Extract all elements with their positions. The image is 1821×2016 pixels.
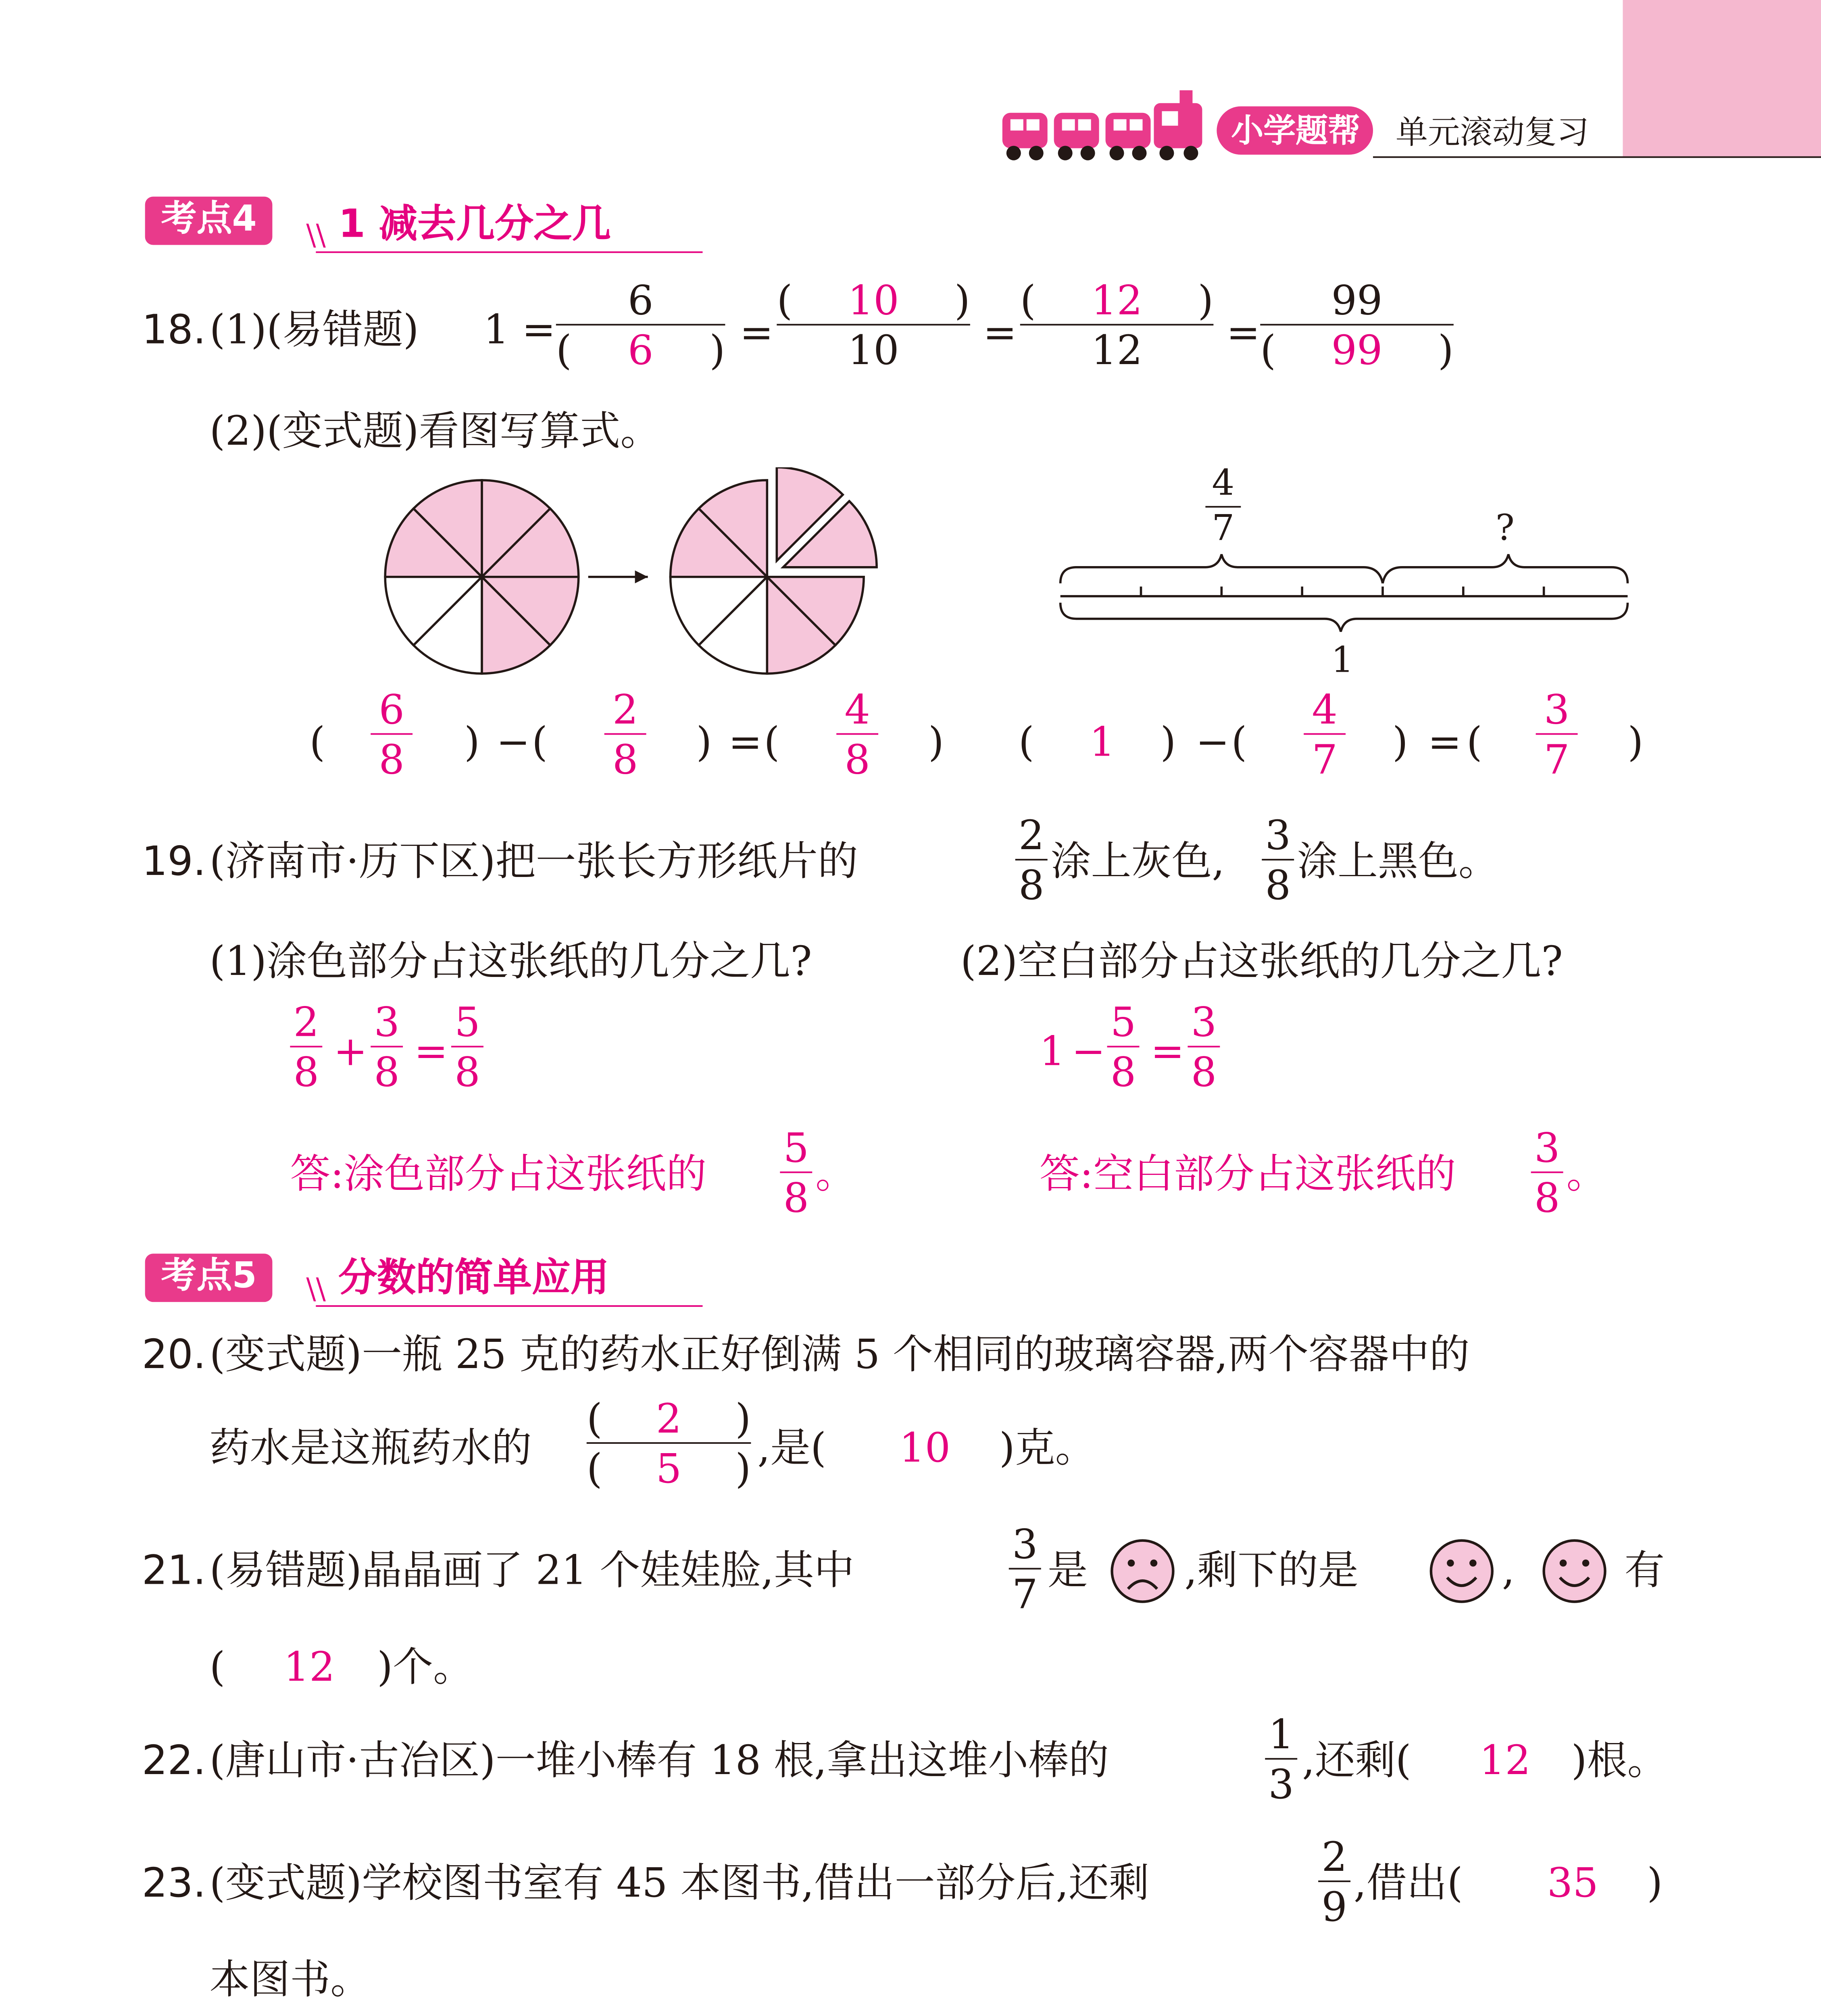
answer-text: 答:空白部分占这张纸的 [1039, 1150, 1456, 1198]
question-number: 21. [142, 1547, 206, 1594]
answer-fraction: 3 8 [371, 1002, 403, 1093]
minus-sign: − [1071, 1028, 1106, 1075]
paren: ( [1231, 719, 1247, 766]
q21-text: ,剩下的是 [1184, 1547, 1358, 1594]
paren: ) [1392, 719, 1408, 766]
question-number: 19. [142, 838, 206, 885]
answer-one: 1 [1039, 1028, 1065, 1075]
section-underline [316, 251, 702, 253]
fraction: 6 ( 6 ) [556, 277, 725, 374]
q22-text: ,还剩( [1302, 1737, 1411, 1784]
q19-sub2: (2)空白部分占这张纸的几分之几? [960, 937, 1563, 985]
answer-blank: 10 [848, 277, 899, 324]
brace-diagram [1048, 548, 1644, 645]
answer-blank: 99 [1331, 327, 1383, 374]
answer-fraction: 3 8 [1188, 1002, 1220, 1093]
paren: ( [209, 1643, 225, 1691]
q21-text: (易错题)晶晶画了 21 个娃娃脸,其中 [209, 1547, 854, 1594]
minus-sign: − [1196, 719, 1230, 766]
equals-sign: = [414, 1028, 448, 1075]
fraction: ( 10 ) 10 [777, 277, 970, 374]
q18-one-equals: 1 = [483, 306, 556, 353]
q19-stem: 涂上灰色, [1050, 838, 1225, 885]
fraction: 2 9 [1318, 1837, 1350, 1927]
fraction: 3 8 [1262, 815, 1294, 906]
q22-text: )根。 [1571, 1737, 1668, 1784]
circle-diagram [371, 467, 886, 693]
answer-blank: 12 [1479, 1737, 1531, 1784]
q19-stem: (济南市·历下区)把一张长方形纸片的 [209, 838, 858, 885]
equals-sign: = [1150, 1028, 1185, 1075]
section-chevron: \\ [306, 219, 326, 253]
answer-period: 。 [1566, 1150, 1607, 1198]
answer-blank: 35 [1547, 1859, 1598, 1906]
q21-text: , [1502, 1547, 1515, 1594]
fraction: 99 ( 99 ) [1260, 277, 1454, 374]
paren: ) [696, 719, 712, 766]
answer-fraction: 4 8 [836, 690, 878, 780]
train-icon [996, 90, 1212, 165]
question-number: 20. [142, 1331, 206, 1378]
answer-blank: 10 [899, 1424, 951, 1471]
answer-blank: 6 [627, 327, 654, 374]
fraction: 4 7 [1205, 467, 1241, 548]
unknown-mark: ? [1495, 509, 1515, 550]
q22-text: (唐山市·古冶区)一堆小棒有 18 根,拿出这堆小棒的 [209, 1737, 1109, 1784]
answer-fraction: 4 7 [1304, 690, 1346, 780]
paren: ) [928, 719, 944, 766]
paren: ) [1627, 719, 1644, 766]
header-band [1623, 0, 1821, 156]
header-rule [1373, 156, 1821, 158]
brand-label: 小学题帮 [1231, 111, 1361, 150]
paren: ) [1160, 719, 1176, 766]
fraction: ( 2 ) ( 5 ) [586, 1395, 751, 1492]
answer-blank: 2 [656, 1395, 682, 1442]
equals-sign: = [740, 309, 774, 356]
equals-sign: = [983, 309, 1017, 356]
answer-fraction: 2 8 [290, 1002, 322, 1093]
question-number: 18. [142, 306, 206, 353]
q18-part1-tag: (1)(易错题) [209, 306, 419, 353]
q20-line2: )克。 [999, 1424, 1096, 1471]
answer-fraction: 2 8 [604, 690, 646, 780]
fraction: 1 3 [1265, 1714, 1297, 1805]
answer-fraction: 3 7 [1536, 690, 1578, 780]
fraction: 2 8 [1015, 815, 1048, 906]
answer-fraction: 6 8 [371, 690, 413, 780]
paren: ( [309, 719, 325, 766]
section-badge: 考点4 [145, 197, 273, 245]
answer-blank: 12 [1091, 277, 1143, 324]
q21-text: 有 [1624, 1547, 1665, 1594]
q23-text: (变式题)学校图书室有 45 本图书,借出一部分后,还剩 [209, 1859, 1149, 1906]
q23-text: ) [1647, 1859, 1663, 1906]
section-title: 分数的简单应用 [338, 1255, 609, 1301]
q21-text: )个。 [377, 1643, 474, 1691]
happy-face-icon [1541, 1537, 1608, 1605]
answer-blank: 12 [283, 1643, 335, 1691]
q23-text: 本图书。 [209, 1956, 371, 2003]
equals-sign: = [728, 719, 763, 766]
sad-face-icon [1109, 1537, 1177, 1605]
paren: ) [464, 719, 480, 766]
plus-sign: + [333, 1028, 368, 1075]
paren: ( [531, 719, 548, 766]
question-number: 22. [142, 1737, 206, 1784]
answer-fraction: 5 8 [780, 1128, 812, 1218]
q19-stem: 涂上黑色。 [1297, 838, 1499, 885]
answer-blank: 5 [656, 1445, 682, 1492]
q20-line2: 药水是这瓶药水的 [209, 1424, 532, 1471]
answer-fraction: 5 8 [1107, 1002, 1140, 1093]
paren: ( [1466, 719, 1482, 766]
fraction: ( 12 ) 12 [1020, 277, 1214, 374]
q20-line2: ,是( [757, 1424, 827, 1471]
q18-part2-tag: (2)(变式题)看图写算式。 [209, 408, 661, 455]
section-badge: 考点5 [145, 1254, 273, 1302]
question-number: 23. [142, 1859, 206, 1906]
unit-title: 单元滚动复习 [1395, 112, 1589, 152]
q19-sub1: (1)涂色部分占这张纸的几分之几? [209, 937, 812, 985]
answer-blank: 1 [1089, 719, 1115, 766]
section-title: 1 减去几分之几 [338, 201, 611, 247]
answer-fraction: 3 8 [1531, 1128, 1563, 1218]
answer-fraction: 5 8 [451, 1002, 483, 1093]
answer-period: 。 [815, 1150, 856, 1198]
fraction: 3 7 [1009, 1524, 1041, 1615]
answer-text: 答:涂色部分占这张纸的 [290, 1150, 707, 1198]
paren: ( [1018, 719, 1034, 766]
minus-sign: − [496, 719, 530, 766]
equals-sign: = [1226, 309, 1261, 356]
section-underline [316, 1305, 702, 1307]
paren: ( [764, 719, 780, 766]
q20-line1: (变式题)一瓶 25 克的药水正好倒满 5 个相同的玻璃容器,两个容器中的 [209, 1331, 1470, 1378]
happy-face-icon [1428, 1537, 1496, 1605]
whole-label: 1 [1331, 641, 1354, 682]
equals-sign: = [1427, 719, 1462, 766]
section-chevron: \\ [306, 1273, 326, 1307]
q21-text: 是 [1047, 1547, 1088, 1594]
q23-text: ,借出( [1354, 1859, 1463, 1906]
